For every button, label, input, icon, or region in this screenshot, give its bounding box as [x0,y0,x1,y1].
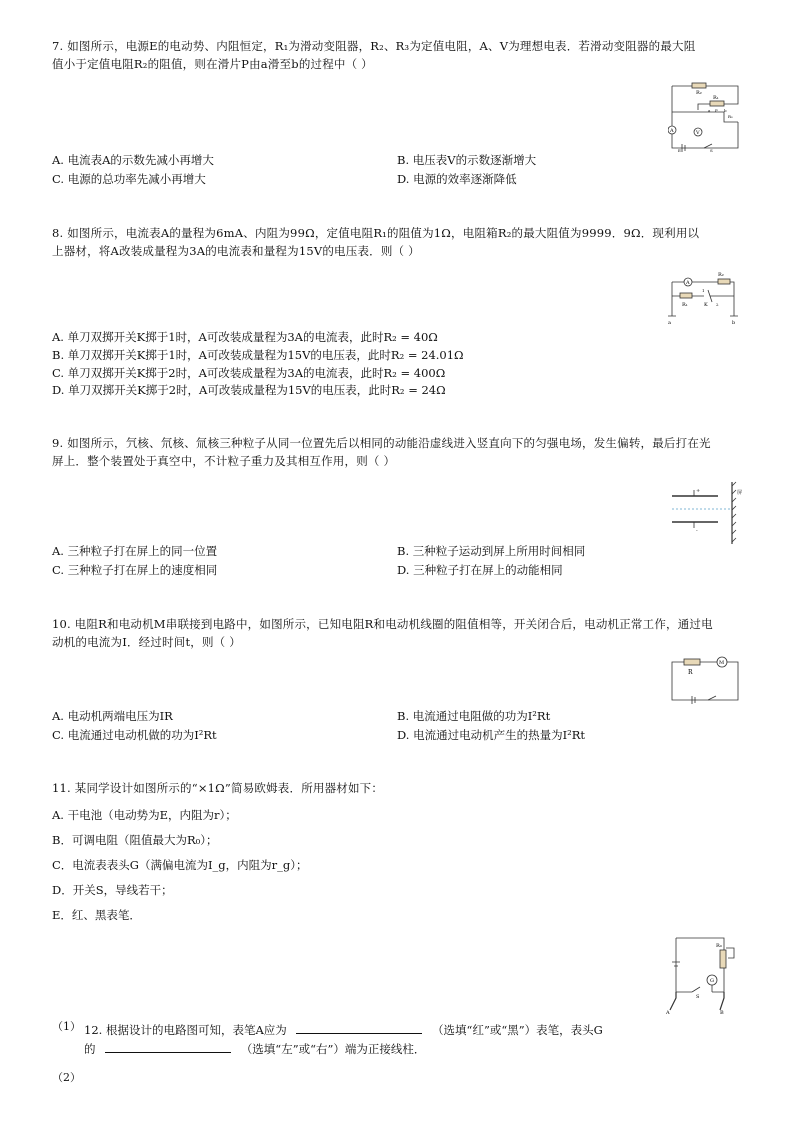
q7-fig-label-p: P [715,108,718,113]
q10-option-c: C. 电流通过电动机做的功为I²Rt [52,728,217,742]
q7-fig-label-ammeter: A [670,128,674,134]
q8-options [52,329,742,400]
q7-fig-label-r2: R₂ [696,90,702,96]
q9-fig-label-screen: 屏 [737,490,742,496]
q9-deflection-figure [664,480,742,546]
q10-circuit-figure [668,654,742,706]
q12-text-1a: 12. 根据设计的电路图可知，表笔A应为 [84,1023,287,1037]
q7-fig-label-r3: R₃ [728,114,733,119]
q8-stem-line2: 上器材，将A改装成量程为3A的电流表和量程为15V的电压表．则（ ） [52,243,420,258]
q8-fig-label-ammeter: A [686,280,690,286]
q7-stem-line2: 值小于定值电阻R₂的阻值，则在滑片P由a滑至b的过程中（ ） [52,56,373,71]
q9-fig-label-minus: - [696,528,698,534]
q8-option-d: D. 单刀双掷开关K掷于2时，A可改装成量程为15V的电压表，此时R₂ = 24Ω [52,383,446,398]
q9-option-b: B. 三种粒子运动到屏上所用时间相同 [397,544,586,558]
q8-fig-label-b: b [732,320,736,326]
q12-line1 [84,1022,744,1040]
q8-fig-label-1: 1 [702,288,705,293]
q8-option-a: A. 单刀双掷开关K掷于1时，A可改装成量程为3A的电流表，此时R₂ = 40Ω [52,330,438,344]
q11-subpart-2-label: （2） [52,1071,81,1084]
q7-circuit-figure [668,82,742,154]
q7-fig-label-e: E [678,148,681,153]
q12-line2 [84,1041,744,1059]
q10-stem-line1: 10. 电阻R和电动机M串联接到电路中，如图所示，已知电阻R和电动机线圈的阻值相等，开关闭合后，电动机正常工作，通过电 [52,617,713,631]
q11-material-c: C．电流表表头G（满偏电流为I_g，内阻为r_g）； [52,858,308,872]
q8-fig-label-a: a [668,320,671,326]
q11-fig-label-a: A [666,1010,670,1014]
q8-option-c: C. 单刀双掷开关K掷于2时，A可改装成量程为3A的电流表，此时R₂ = 400Ω [52,365,446,380]
q7-option-d: D. 电源的效率逐渐降低 [397,172,517,186]
q9-option-a: A. 三种粒子打在屏上的同一位置 [52,544,218,558]
question-9 [52,435,742,471]
q7-option-c: C. 电源的总功率先减小再增大 [52,172,206,186]
q11-fig-label-b: B [720,1010,724,1014]
q11-subpart-1-label: （1） [52,1020,81,1033]
q9-option-c: C. 三种粒子打在屏上的速度相同 [52,563,218,577]
q11-fig-label-r0: R₀ [716,943,722,949]
q7-fig-label-r1: R₁ [713,95,719,101]
q7-fig-label-a: a [708,108,711,113]
q8-fig-label-k: K [704,302,708,308]
q7-fig-label-b: b [724,108,727,113]
question-10 [52,616,742,652]
q7-stem-line1: 7. 如图所示，电源E的电动势、内阻恒定，R₁为滑动变阻器，R₂、R₃为定值电阻，A、V为理想电表．若滑动变阻器的最大阻 [52,39,696,53]
question-8 [52,225,742,261]
q12-answer-blank-2[interactable] [105,1041,231,1053]
q8-fig-label-2: 2 [716,302,719,307]
question-7 [52,38,742,74]
q8-fig-label-r2: R₂ [718,272,724,278]
q8-circuit-figure [664,268,742,328]
q11-material-a: A. 干电池（电动势为E，内阻为r）； [52,808,237,822]
q12-text-2b: （选填“左”或“右”）端为正接线柱． [240,1042,426,1056]
q7-option-b: B. 电压表V的示数逐渐增大 [397,153,537,167]
q9-option-d: D. 三种粒子打在屏上的动能相同 [397,563,563,577]
q8-option-b: B. 单刀双掷开关K掷于1时，A可改装成量程为15V的电压表，此时R₂ = 24.01Ω [52,347,464,362]
q7-fig-label-voltmeter: V [696,130,700,136]
q11-material-b: B．可调电阻（阻值最大为R₀）； [52,833,218,847]
q10-option-b: B. 电流通过电阻做的功为I²Rt [397,709,551,723]
q11-material-e: E．红、黑表笔． [52,908,141,922]
q10-stem-line2: 动机的电流为I．经过时间t，则（ ） [52,634,241,649]
q10-fig-label-m: M [719,660,725,666]
q9-stem-line1: 9. 如图所示，氕核、氘核、氚核三种粒子从同一位置先后以相同的动能沿虚线进入竖直向下的匀强电场，发生偏转，最后打在光 [52,436,711,450]
q12-text-1b: （选填“红”或“黑”）表笔，表头G [432,1023,603,1037]
q10-option-d: D. 电流通过电动机产生的热量为I²Rt [397,728,586,742]
q8-fig-label-r1: R₁ [682,302,688,308]
q11-material-d: D．开关S，导线若干； [52,883,173,897]
q12-answer-blank-1[interactable] [296,1022,422,1034]
q11-fig-label-s: S [696,994,700,1000]
q11-ohmmeter-figure [662,932,742,1014]
q7-fig-label-s: S [710,148,713,153]
q10-option-a: A. 电动机两端电压为IR [52,709,173,723]
question-11 [52,780,742,798]
q8-stem-line1: 8. 如图所示，电流表A的量程为6mA、内阻为99Ω，定值电阻R₁的阻值为1Ω，电阻箱R₂的最大阻值为9999．9Ω．现利用以 [52,226,700,240]
q9-fig-label-plus: + [696,488,701,494]
q11-fig-label-g: G [710,978,714,984]
q12-text-2a: 的 [84,1042,96,1056]
q11-stem: 11. 某同学设计如图所示的“×1Ω”简易欧姆表．所用器材如下： [52,781,384,795]
q7-option-a: A. 电流表A的示数先减小再增大 [52,153,214,167]
q10-fig-label-r: R [688,669,693,676]
q9-stem-line2: 屏上．整个装置处于真空中，不计粒子重力及其相互作用，则（ ） [52,453,396,468]
